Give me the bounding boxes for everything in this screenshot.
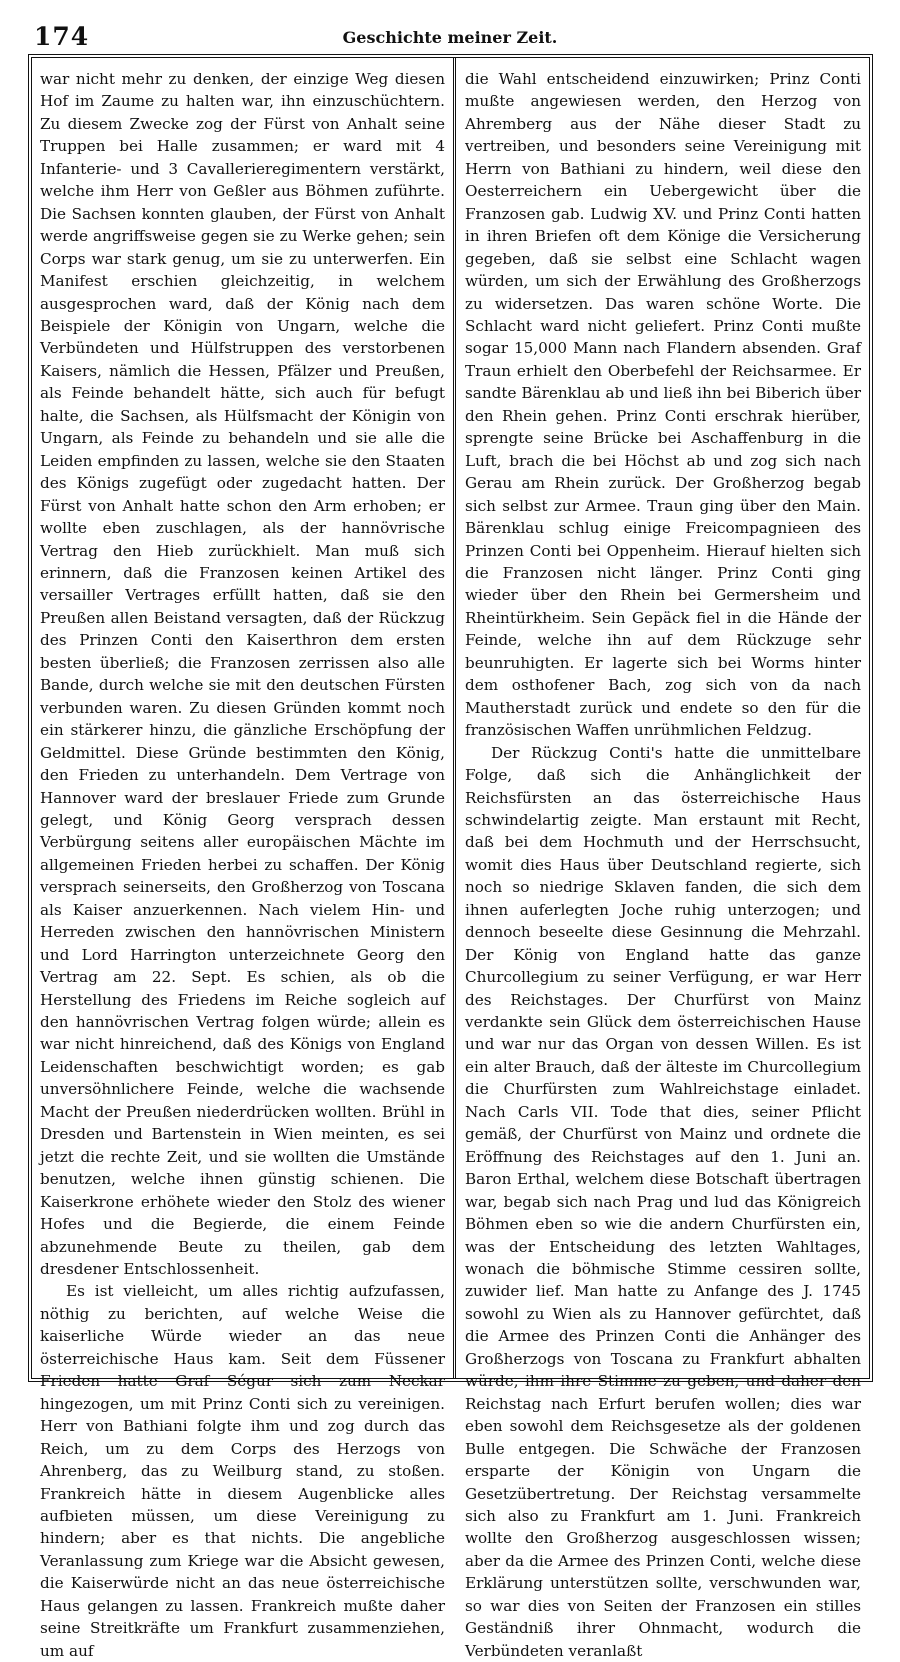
left-column <box>32 68 453 1660</box>
left-paragraph-1: war nicht mehr zu denken, der einzige Weg diesen Hof im Zaume zu halten war, ihn einzuschüchtern. Zu diesem Zwecke zog der Fürst von Anhalt seine Truppen bei Halle zusammen; er ward mit 4 Infanterie- und 3 Cavallerieregimentern verstärkt, welche ihm Herr von Geßler aus Böhmen zuführte. Die Sachsen konnten glauben, der Fürst von Anhalt werde angriffsweise gegen sie zu Werke gehen; sein Corps war stark genug, um sie zu unterwerfen. Ein Manifest erschien gleichzeitig, in welchem ausgesprochen ward, daß der König nach dem Beispiele der Königin von Ungarn, welche die Verbündeten und Hülfstruppen des verstorbenen Kaisers, nämlich die Hessen, Pfälzer und Preußen, als Feinde behandelt hätte, sich auch für befugt halte, die Sachsen, als Hülfsmacht der Königin von Ungarn, als Feinde zu behandeln und sie alle die Leiden empfinden zu lassen, welche sie den Staaten des Königs zugefügt oder zugedacht hatten. Der Fürst von Anhalt hatte schon den Arm erhoben; er wollte eben zuschlagen, als der hannövrische Vertrag den Hieb zurückhielt. Man muß sich erinnern, daß die Franzosen keinen Artikel des versailler Vertrages erfüllt hatten, daß sie den Preußen allen Beistand versagten, daß der Rückzug des Prinzen Conti den Kaiserthron dem ersten besten überließ; die Franzosen zerrissen also alle Bande, durch welche sie mit den deutschen Fürsten verbunden waren. Zu diesen Gründen kommt noch ein stärkerer hinzu, die gänzliche Erschöpfung der Geldmittel. Diese Gründe bestimmten den König, den Frieden zu unterhandeln. Dem Vertrage von Hannover ward der breslauer Friede zum Grunde gelegt, und König Georg versprach dessen Verbürgung seitens aller europäischen Mächte im allgemeinen Frieden herbei zu schaffen. Der König versprach seinerseits, den Großherzog von Toscana als Kaiser anzuerkennen. Nach vielem Hin- und Herreden zwischen den hannövrischen Ministern und Lord Harrington unterzeichnete Georg den Vertrag am 22. Sept. Es schien, als ob die Herstellung des Friedens im Reiche sogleich auf den hannövrischen Vertrag folgen würde; allein es war nicht hinreichend, daß des Königs von England Leidenschaften beschwichtigt worden; es gab unversöhnlichere Feinde, welche die wachsende Macht der Preußen niederdrücken wollten. Brühl in Dresden und Bartenstein in Wien meinten, es sei jetzt die rechte Zeit, und sie wollten die Umstände benutzen, welche ihnen günstig schienen. Die Kaiserkrone erhöhete wieder den Stolz des wiener Hofes und die Begierde, die einem Feinde abzunehmende Beute zu theilen, gab dem dresdener Entschlossenheit. <box>40 70 445 1279</box>
page-number: 174 <box>34 22 90 51</box>
page-header <box>28 18 872 58</box>
left-paragraph-2: Es ist vielleicht, um alles richtig aufzufassen, nöthig zu berichten, auf welche Weise die kaiserliche Würde wieder an das neue österreichische Haus kam. Seit dem Füssener Frieden hatte Graf Ségur sich zum Neckar hingezogen, um mit Prinz Conti sich zu vereinigen. Herr von Bathiani folgte ihm und zog durch das Reich, um zu dem Corps des Herzogs von Ahrenberg, das zu Weilburg stand, zu stoßen. Frankreich hätte in diesem Augenblicke alles aufbieten müssen, um diese Vereinigung zu hindern; aber es that nichts. Die angebliche Veranlassung zum Kriege war die Absicht gewesen, die Kaiserwürde nicht an das neue österreichische Haus gelangen zu lassen. Frankreich mußte daher seine Streitkräfte um Frankfurt zusammenziehen, um auf <box>40 1282 445 1660</box>
text-frame <box>28 54 873 1660</box>
column-divider <box>453 58 456 1378</box>
right-paragraph-1: die Wahl entscheidend einzuwirken; Prinz Conti mußte angewiesen werden, den Herzog von Ahremberg aus der Nähe dieser Stadt zu vertreiben, und besonders seine Vereinigung mit Herrn von Bathiani zu hindern, weil diese den Oesterreichern ein Uebergewicht über die Franzosen gab. Ludwig XV. und Prinz Conti hatten in ihren Briefen oft dem Könige die Versicherung gegeben, daß sie selbst eine Schlacht wagen würden, um sich der Erwählung des Großherzogs zu widersetzen. Das waren schöne Worte. Die Schlacht ward nicht geliefert. Prinz Conti mußte sogar 15,000 Mann nach Flandern absenden. Graf Traun erhielt den Oberbefehl der Reichsarmee. Er sandte Bärenklau ab und ließ ihn bei Biberich über den Rhein gehen. Prinz Conti erschrak hierüber, sprengte seine Brücke bei Aschaffenburg in die Luft, brach die bei Höchst ab und zog sich nach Gerau am Rhein zurück. Der Großherzog begab sich selbst zur Armee. Traun ging über den Main. Bärenklau schlug einige Freicompagnieen des Prinzen Conti bei Oppenheim. Hierauf hielten sich die Franzosen nicht länger. Prinz Conti ging wieder über den Rhein bei Germersheim und Rheintürkheim. Sein Gepäck fiel in die Hände der Feinde, welche ihn auf dem Rückzuge sehr beunruhigten. Er lagerte sich bei Worms hinter dem osthofener Bach, zog sich von da nach Mautherstadt zurück und endete so den für die französischen Waffen unrühmlichen Feldzug. <box>465 70 861 740</box>
running-title: Geschichte meiner Zeit. <box>342 28 558 47</box>
right-column <box>457 68 869 1660</box>
right-paragraph-2: Der Rückzug Conti's hatte die unmittelbare Folge, daß sich die Anhänglichkeit der Reichsfürsten an das österreichische Haus schwindelartig zeigte. Man erstaunt mit Recht, daß bei dem Hochmuth und der Herrschsucht, womit dies Haus über Deutschland regierte, sich noch so niedrige Sklaven fanden, die sich dem ihnen auferlegten Joche ruhig unterzogen; und dennoch beseelte diese Gesinnung die Mehrzahl. Der König von England hatte das ganze Churcollegium zu seiner Verfügung, er war Herr des Reichstages. Der Churfürst von Mainz verdankte sein Glück dem österreichischen Hause und war nur das Organ von dessen Willen. Es ist ein alter Brauch, daß der älteste im Churcollegium die Churfürsten zum Wahlreichstage einladet. Nach Carls VII. Tode that dies, seiner Pflicht gemäß, der Churfürst von Mainz und ordnete die Eröffnung des Reichstages auf den 1. Juni an. Baron Erthal, welchem diese Botschaft übertragen war, begab sich nach Prag und lud das Königreich Böhmen eben so wie die andern Churfürsten ein, was der Entscheidung des letzten Wahltages, wonach die böhmische Stimme cessiren sollte, zuwider lief. Man hatte zu Anfange des J. 1745 sowohl zu Wien als zu Hannover gefürchtet, daß die Armee des Prinzen Conti die Anhänger des Großherzogs von Toscana zu Frankfurt abhalten würde, ihm ihre Stimme zu geben, und daher den Reichstag nach Erfurt berufen wollen; dies war eben sowohl dem Reichsgesetze als der goldenen Bulle entgegen. Die Schwäche der Franzosen ersparte der Königin von Ungarn die Gesetzübertretung. Der Reichstag versammelte sich also zu Frankfurt am 1. Juni. Frankreich wollte den Großherzog ausgeschlossen wissen; aber da die Armee des Prinzen Conti, welche diese Erklärung unterstützen sollte, verschwunden war, so war dies von Seiten der Franzosen ein stilles Geständniß ihrer Ohnmacht, wodurch die Verbündeten veranlaßt <box>465 743 861 1660</box>
